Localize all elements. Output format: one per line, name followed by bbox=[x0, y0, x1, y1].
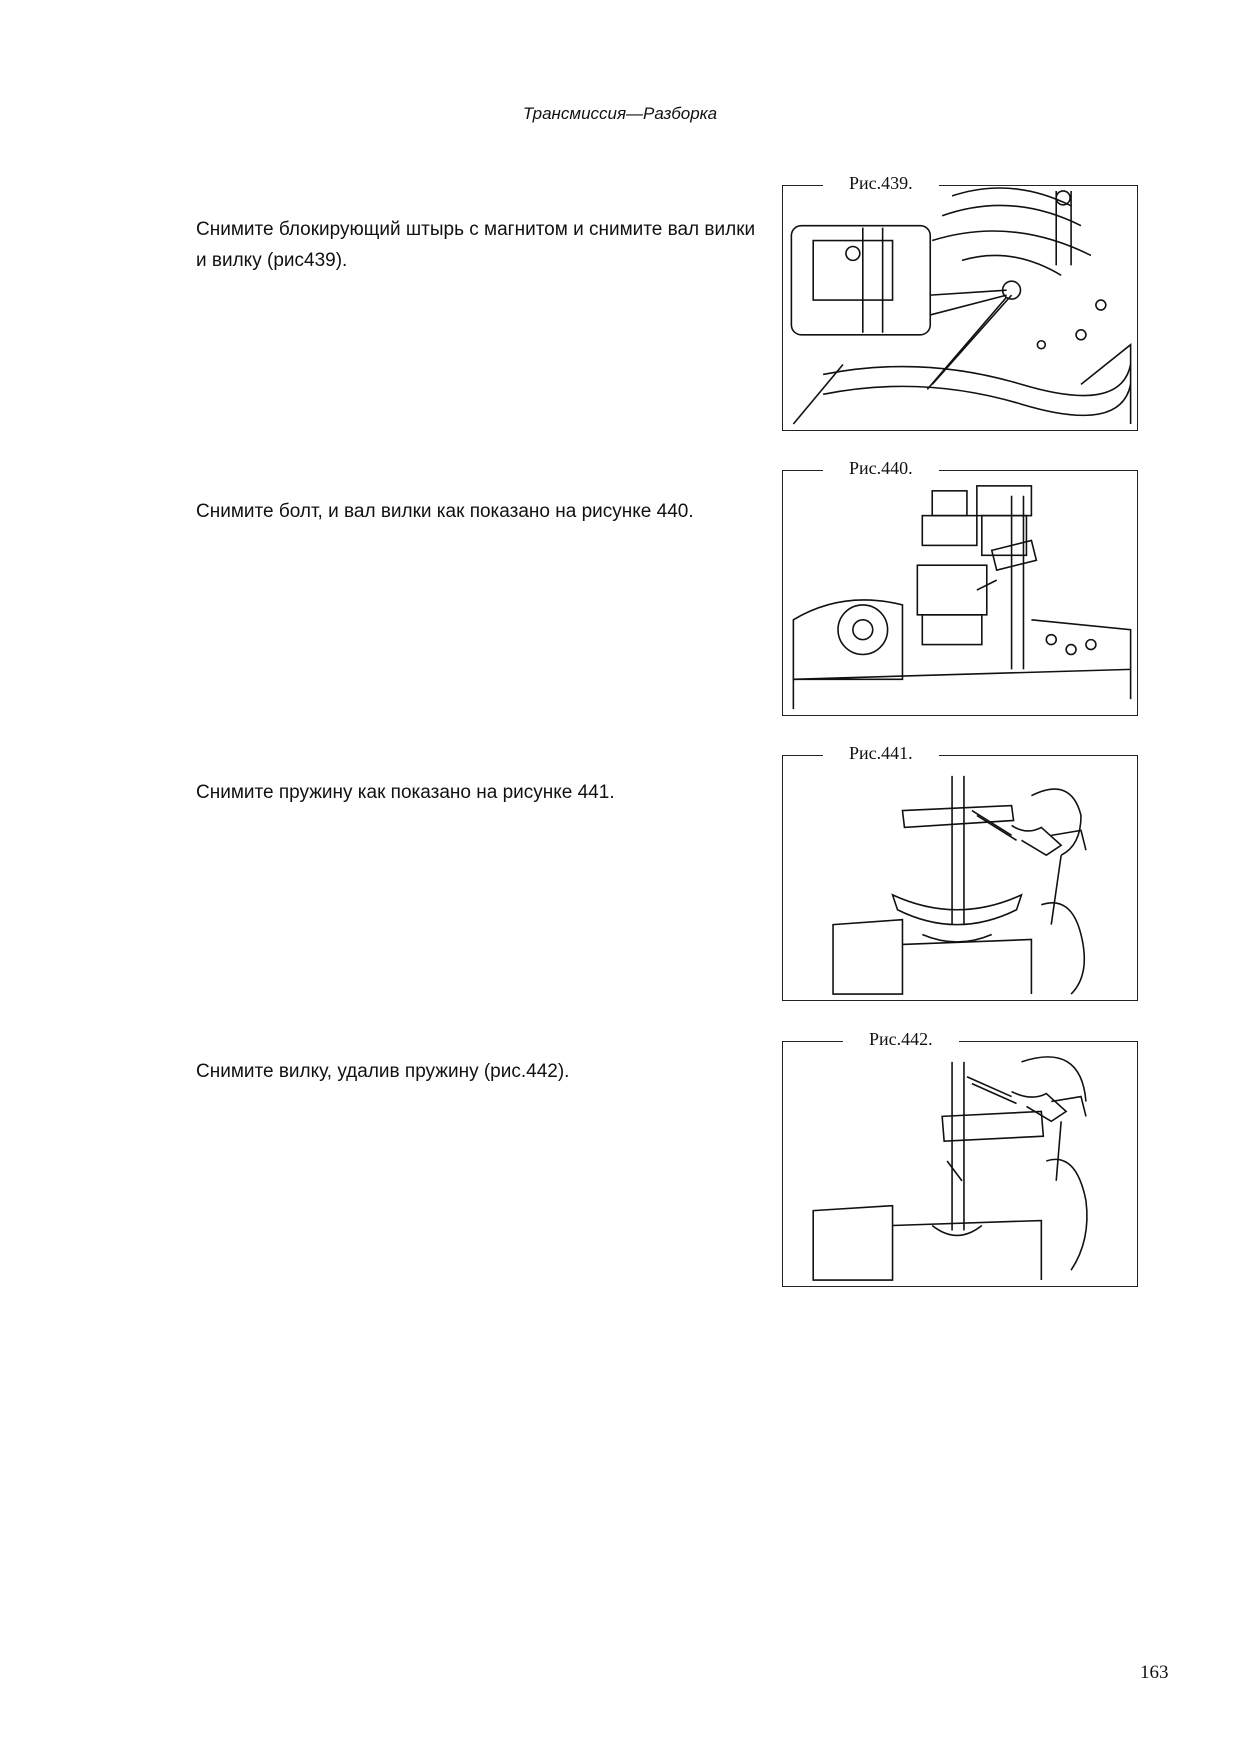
step-1-text: Снимите блокирующий штырь с магнитом и снимите вал вилки и вилку (рис439). bbox=[196, 219, 756, 271]
figure-440-caption: Рис.440. bbox=[823, 458, 939, 479]
figure-442 bbox=[782, 1029, 1138, 1287]
figure-441-illustration bbox=[783, 756, 1137, 1000]
page-number: 163 bbox=[1140, 1662, 1169, 1683]
figure-439-caption: Рис.439. bbox=[823, 173, 939, 194]
figure-442-illustration bbox=[783, 1042, 1137, 1286]
figure-441 bbox=[782, 743, 1138, 1001]
step-3-text: Снимите пружину как показано на рисунке 441. bbox=[196, 782, 615, 803]
figure-439 bbox=[782, 173, 1138, 431]
step-4-text: Снимите вилку, удалив пружину (рис.442). bbox=[196, 1061, 570, 1082]
figure-439-illustration bbox=[783, 186, 1137, 430]
step-2-text: Снимите болт, и вал вилки как показано на рисунке 440. bbox=[196, 501, 694, 522]
page-header: Трансмиссия—Разборка bbox=[522, 104, 718, 123]
figure-442-caption: Рис.442. bbox=[843, 1029, 959, 1050]
figure-440-illustration bbox=[783, 471, 1137, 715]
figure-440 bbox=[782, 458, 1138, 716]
figure-441-caption: Рис.441. bbox=[823, 743, 939, 764]
